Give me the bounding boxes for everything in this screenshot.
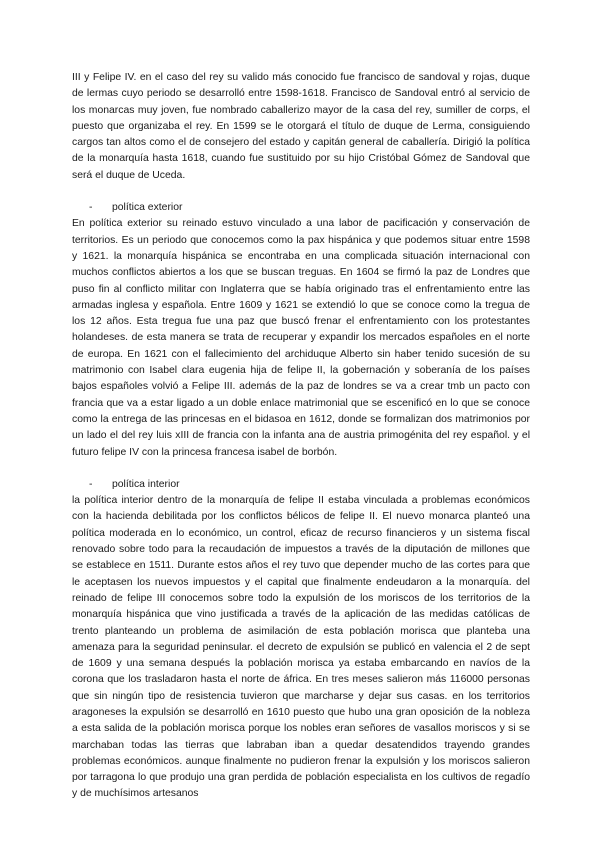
- section-title-exterior: política exterior: [112, 202, 183, 214]
- spacer: [72, 461, 530, 477]
- bullet-dash: -: [89, 202, 93, 214]
- intro-paragraph: III y Felipe IV. en el caso del rey su valido más conocido fue francisco de sandoval y rojas, duque de lermas cuyo periodo se desarrolló entre 1598-1618. Francisco de Sandoval entró al servicio de los monarcas muy joven, fue nombrado caballerizo mayor de la casa del rey, sumiller de corps, el puesto que organizaba el rey. En 1599 se le otorgará el título de duque de Lerma, consiguiendo cargos tan altos como el de consejero del estado y capitán general de caballería. Dirigió la política de la monarquía hasta 1618, cuando fue sustituido por su hijo Cristóbal Gómez de Sandoval que será el duque de Uceda.: [72, 72, 530, 181]
- exterior-paragraph: En política exterior su reinado estuvo vinculado a una labor de pacificación y conservación de territorios. Es un periodo que conocemos como la pax hispánica y que podemos situar entre 1598 y 1621. la monarquía hispánica se encontraba en una complicada situación internacional con muchos conflictos abiertos a los que se buscan treguas. En 1604 se firmó la paz de Londres que puso fin al conflicto militar con Inglaterra que se había originado tras el enfrentamiento entre las armadas inglesa y española. Entre 1609 y 1621 se extendió lo que se conoce como la tregua de los 12 años. Esta tregua fue una paz que buscó frenar el enfrentamiento con los protestantes holandeses. de esta manera se trata de recuperar y expandir los mercados españoles en el norte de europa. En 1621 con el fallecimiento del archiduque Alberto sin haber tenido sucesión de su matrimonio con Isabel clara eugenia hija de felipe II, la gobernación y soberanía de los países bajos españoles volvió a Felipe III. además de la paz de londres se va a crear tmb un pacto con francia que va a estar ligado a un doble enlace matrimonial que se escenificó en lo que se conoce como la entrega de las princesas en el bidasoa en 1612, donde se formalizan dos matrimonios por un lado el del rey luis xIII de francia con la infanta ana de austria primogénita del rey español. y el futuro felipe IV con la princesa francesa isabel de borbón.: [72, 218, 530, 458]
- section-title-interior: política interior: [112, 478, 180, 490]
- spacer: [72, 184, 530, 200]
- section-heading-interior: [72, 477, 530, 493]
- bullet-dash: -: [89, 478, 93, 490]
- interior-paragraph: la política interior dentro de la monarquía de felipe II estaba vinculada a problemas económicos con la hacienda debilitada por los conflictos bélicos de felipe II. El nuevo monarca planteó una política moderada en lo económico, un control, eficaz de recurso financieros y un sistema fiscal renovado sobre todo para la recaudación de impuestos a través de la diputación de millones que se establece en 1511. Durante estos años el rey tuvo que depender mucho de las cortes para que le aceptasen los nuevos impuestos y el capital que finalmente endeudaron a la monarquía. del reinado de felipe III conocemos sobre todo la expulsión de los moriscos de los territorios de la monarquía hispánica que vino justificada a través de la aplicación de las medidas católicas de trento planteando un problema de asimilación de esta población morisca que planteba una amenaza para la seguridad peninsular. el decreto de expulsión se publicó en valencia el 2 de sept de 1609 y una semana después la población morisca ya estaba embarcando en navíos de la corona que los trasladaron hasta el norte de áfrica. En tres meses salieron más 116000 personas que sin ningún tipo de resistencia tuvieron que marcharse y dejar sus casas. en los territorios aragoneses la expulsión se desarrolló en 1610 puesto que hubo una gran oposición de la nobleza a esta salida de la población morisca porque los nobles eran señores de vasallos moriscos y si se marchaban todas las tierras que labraban iban a quedar desatendidos trayendo grandes problemas económicos. aunque finalmente no pudieron frenar la expulsión y los moriscos salieron por tarragona lo que produjo una gran perdida de población especialista en los cultivos de regadío y de muchísimos artesanos: [72, 495, 530, 800]
- section-heading-exterior: [72, 200, 530, 216]
